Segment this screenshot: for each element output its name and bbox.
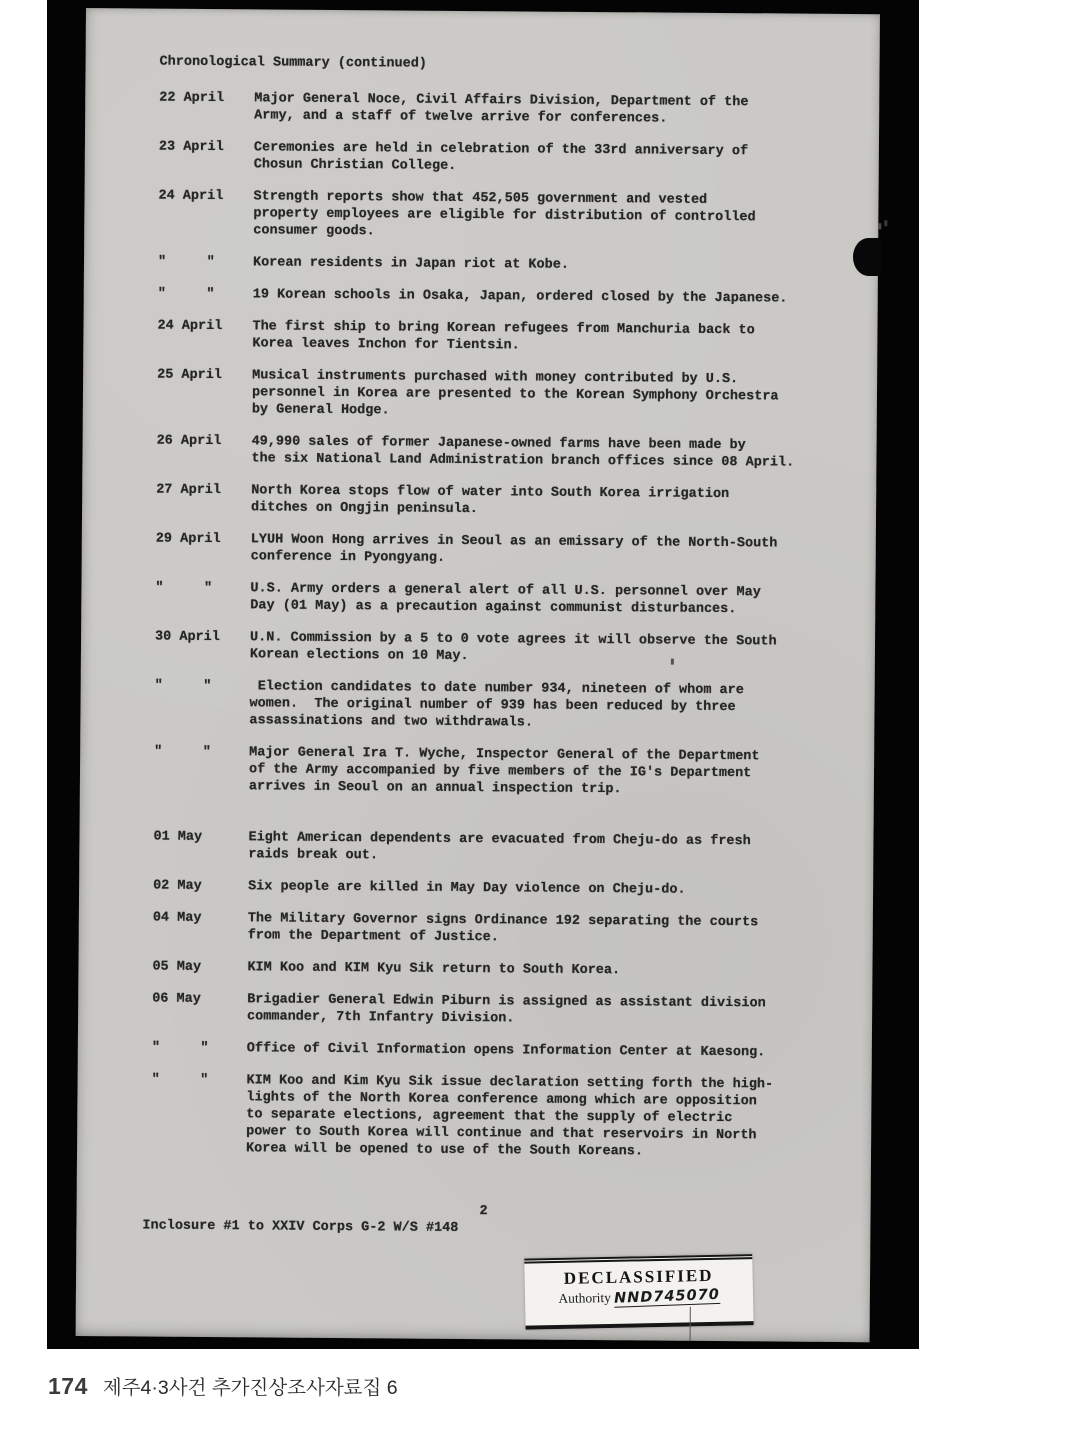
entry-text: The Military Governor signs Ordinance 192 separating the courts from the Department of Justice.: [247, 911, 759, 946]
chronology-entry: [152, 991, 818, 1030]
chronology-entry: [158, 286, 824, 308]
chronology-entry: [153, 829, 819, 868]
chronology-entry: [153, 878, 819, 900]
entry-text: North Korea stops flow of water into South Korea irrigation ditches on Ongjin peninsula.: [251, 483, 730, 518]
entry-date: 27 April: [156, 482, 222, 499]
entry-date: 22 April: [159, 90, 225, 107]
entry-date: 24 April: [158, 188, 224, 205]
scan-crease-artifact: [690, 1307, 691, 1341]
entry-date: " ": [157, 286, 215, 303]
entry-text: Major General Ira T. Wyche, Inspector General of the Department of the Army accompanied by five members of the IG's Department arrives in Seoul on an annual inspection trip.: [248, 745, 760, 798]
entry-text: Election candidates to date number 934, nineteen of whom are women. The original number of 939 has been reduced by three assassinations and two withdrawals.: [249, 679, 744, 731]
entry-text: Eight American dependents are evacuated from Cheju-do as fresh raids break out.: [248, 830, 751, 864]
entry-text: Ceremonies are held in celebration of the 33rd anniversary of Chosun Christian College.: [253, 140, 749, 174]
entry-text: Major General Noce, Civil Affairs Division, Department of the Army, and a staff of twelve arrive for conferences.: [254, 91, 749, 127]
declassified-stamp-title: DECLASSIFIED: [563, 1265, 714, 1288]
entry-text: Korean residents in Japan riot at Kobe.: [252, 255, 570, 273]
declassified-stamp: [524, 1254, 753, 1330]
entry-text: KIM Koo and Kim Kyu Sik issue declaration setting forth the high- lights of the North Korea conference among which are opposition to separate elections, agreement that the supply of electric power to South Korea will continue and that reservoirs in North Korea will be opened to use of the South Koreans.: [245, 1073, 774, 1160]
chronology-entry: [157, 318, 823, 357]
entry-text: The first ship to bring Korean refugees from Manchuria back to Korea leaves Inchon for Tientsin.: [252, 319, 755, 354]
page-number: 2: [479, 1204, 488, 1220]
entry-date: 23 April: [158, 139, 224, 156]
entry-date: 01 May: [153, 829, 203, 845]
entry-date: " ": [151, 1072, 209, 1088]
document-content: [76, 8, 880, 1240]
entry-date: " ": [157, 254, 215, 271]
entry-date: " ": [154, 678, 212, 695]
entry-text: Office of Civil Information opens Information Center at Kaesong.: [246, 1041, 766, 1061]
chronology-entry: [159, 90, 825, 129]
entry-date: " ": [154, 744, 211, 761]
microfilm-scan-area: [47, 0, 919, 1349]
entry-date: 29 April: [155, 531, 221, 548]
authority-handwritten-number: NND745070: [613, 1286, 720, 1307]
inclosure-line: Inclosure #1 to XXIV Corps G-2 W/S #148: [142, 1218, 459, 1236]
entry-date: 30 April: [155, 629, 220, 646]
entry-date: " ": [155, 580, 213, 597]
authority-label: Authority: [558, 1289, 612, 1306]
entry-text: 49,990 sales of former Japanese-owned farms have been made by the six National Land Administration branch offices since 08 April.: [251, 434, 795, 471]
entry-date: 05 May: [152, 959, 202, 975]
entry-date: 02 May: [153, 878, 202, 894]
declassified-stamp-authority: [525, 1287, 753, 1309]
chronology-entry: [151, 1072, 818, 1162]
book-footer: [48, 1372, 398, 1400]
entry-text: Strength reports show that 452,505 government and vested property employees are eligible for distribution of controlled consumer goods.: [253, 189, 756, 240]
entry-date: " ": [151, 1040, 209, 1056]
scan-blob-artifact: [853, 238, 881, 276]
entry-text: U.N. Commission by a 5 to 0 vote agrees it will observe the South Korean elections on 10 May.: [249, 630, 777, 665]
entry-date: 26 April: [156, 433, 222, 450]
entry-date: 04 May: [152, 910, 202, 926]
chronology-entry: [156, 482, 822, 521]
chronology-entry: [153, 910, 819, 949]
entry-text: KIM Koo and KIM Kyu Sik return to South Korea.: [247, 960, 621, 979]
book-page-number: 174: [48, 1373, 88, 1399]
chronology-entry: [154, 744, 820, 800]
entry-date: 25 April: [157, 367, 222, 384]
chronology-entry: [158, 188, 824, 244]
document-title: Chronological Summary (continued): [159, 54, 427, 72]
entry-text: U.S. Army orders a general alert of all U.S. personnel over May Day (01 May) as a precaution against communist disturbances.: [250, 581, 761, 618]
chronology-entry: [156, 531, 822, 570]
chronology-entry: [158, 254, 824, 276]
chronology-entry: [152, 959, 818, 981]
entry-date: 24 April: [157, 318, 223, 335]
entry-text: Musical instruments purchased with money contributed by U.S. personnel in Korea are presented to the Korean Symphony Orchestra by General Hodge.: [251, 368, 779, 419]
chronology-entry: [156, 433, 822, 472]
chronology-entry: [154, 678, 820, 734]
entry-text: Six people are killed in May Day violence on Cheju-do.: [248, 879, 686, 898]
chronology-entry: [152, 1040, 818, 1062]
entry-date: 06 May: [152, 991, 201, 1007]
document-page: [76, 8, 880, 1342]
entry-text: LYUH Woon Hong arrives in Seoul as an emissary of the North-South conference in Pyongyang.: [250, 532, 778, 566]
chronology-entry: [157, 367, 823, 423]
chronology-entry: [155, 629, 821, 668]
chronology-entry: [159, 139, 825, 178]
entry-text: Brigadier General Edwin Piburn is assigned as assistant division commander, 7th Infantry Division.: [247, 992, 766, 1027]
chronology-entry: [155, 580, 821, 619]
scan-speck-artifact: [884, 220, 887, 226]
chronology-list: [151, 90, 825, 1162]
book-title: 제주4·3사건 추가진상조사자료집 6: [102, 1377, 398, 1399]
entry-text: 19 Korean schools in Osaka, Japan, ordered closed by the Japanese.: [252, 287, 788, 307]
